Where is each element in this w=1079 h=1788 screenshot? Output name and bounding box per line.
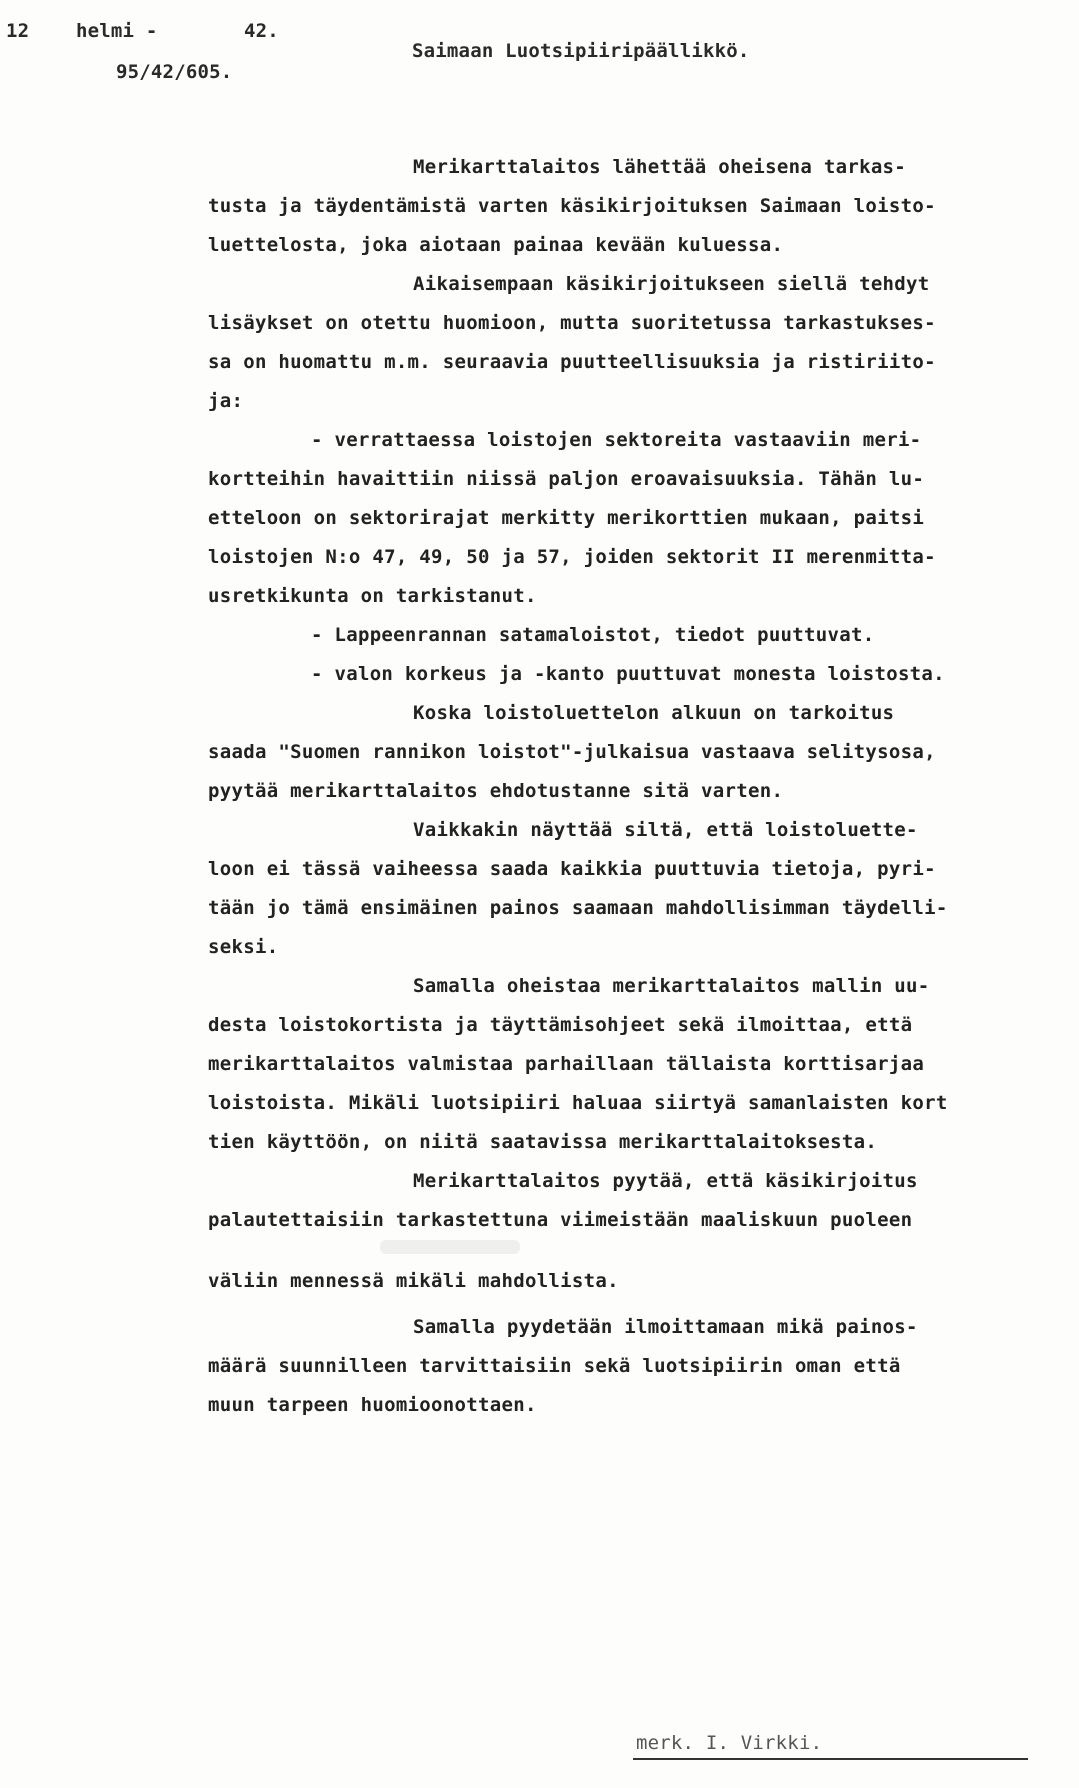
body-line: usretkikunta on tarkistanut. (208, 585, 537, 607)
body-line: Vaikkakin näyttää siltä, että loistoluette- (413, 819, 918, 841)
body-line: saada "Suomen rannikon loistot"-julkaisua vastaava selitysosa, (208, 741, 936, 763)
body-line: Samalla oheistaa merikarttalaitos mallin uu- (413, 975, 930, 997)
body-line: merikarttalaitos valmistaa parhaillaan tällaista korttisarjaa (208, 1053, 925, 1075)
body-line: Koska loistoluettelon alkuun on tarkoitus (413, 702, 895, 724)
body-line: pyytää merikarttalaitos ehdotustanne sitä varten. (208, 780, 784, 802)
body-line: tusta ja täydentämistä varten käsikirjoituksen Saimaan loisto- (208, 195, 936, 217)
header-day: 12 (6, 20, 30, 42)
body-line: Samalla pyydetään ilmoittamaan mikä painos- (413, 1316, 918, 1338)
header-reference: 95/42/605. (116, 61, 233, 83)
header-recipient: Saimaan Luotsipiiripäällikkö. (412, 40, 750, 62)
body-line: ja: (208, 390, 244, 412)
body-line: Aikaisempaan käsikirjoitukseen siellä tehdyt (413, 273, 930, 295)
body-line: Merikarttalaitos pyytää, että käsikirjoitus (413, 1170, 918, 1192)
body-line: tään jo tämä ensimäinen painos saamaan mahdollisimman täydelli- (208, 897, 948, 919)
signature: merk. I. Virkki. (636, 1732, 823, 1754)
body-line: luettelosta, joka aiotaan painaa kevään kuluessa. (208, 234, 784, 256)
signature-line (633, 1758, 1028, 1760)
body-line: kortteihin havaittiin niissä paljon eroavaisuuksia. Tähän lu- (208, 468, 925, 490)
body-line: loon ei tässä vaiheessa saada kaikkia puuttuvia tietoja, pyri- (208, 858, 936, 880)
body-line: väliin mennessä mikäli mahdollista. (208, 1270, 619, 1292)
body-line: loistojen N:o 47, 49, 50 ja 57, joiden sektorit II merenmitta- (208, 546, 936, 568)
body-line: muun tarpeen huomioonottaen. (208, 1394, 537, 1416)
body-line: - valon korkeus ja -kanto puuttuvat monesta loistosta. (311, 663, 945, 685)
body-line: loistoista. Mikäli luotsipiiri haluaa siirtyä samanlaisten kort (208, 1092, 948, 1114)
header-month: helmi - (76, 20, 158, 42)
body-line: määrä suunnilleen tarvittaisiin sekä luotsipiirin oman että (208, 1355, 901, 1377)
scan-smudge (380, 1240, 520, 1254)
body-line: lisäykset on otettu huomioon, mutta suoritetussa tarkastukses- (208, 312, 936, 334)
body-line: etteloon on sektorirajat merkitty merikorttien mukaan, paitsi (208, 507, 925, 529)
body-line: sa on huomattu m.m. seuraavia puutteellisuuksia ja ristiriito- (208, 351, 936, 373)
body-line: tien käyttöön, on niitä saatavissa merikarttalaitoksesta. (208, 1131, 878, 1153)
body-line: - verrattaessa loistojen sektoreita vastaaviin meri- (311, 429, 922, 451)
body-line: - Lappeenrannan satamaloistot, tiedot puuttuvat. (311, 624, 875, 646)
body-line: palautettaisiin tarkastettuna viimeistään maaliskuun puoleen (208, 1209, 913, 1231)
body-line: Merikarttalaitos lähettää oheisena tarkas- (413, 156, 907, 178)
body-line: desta loistokortista ja täyttämisohjeet sekä ilmoittaa, että (208, 1014, 913, 1036)
header-year: 42. (244, 20, 279, 42)
body-line: seksi. (208, 936, 279, 958)
